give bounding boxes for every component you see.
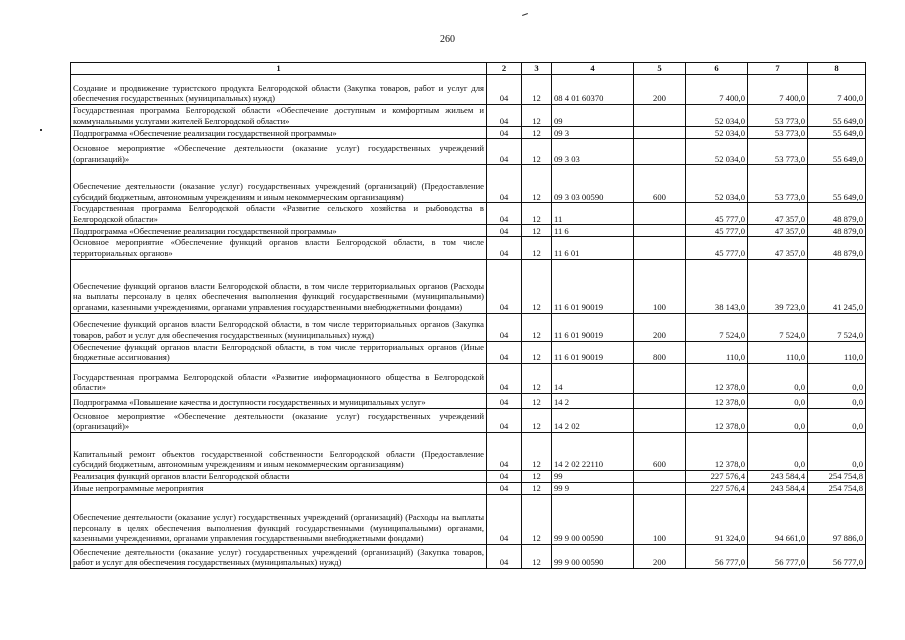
amount-year-1: 45 777,0 — [686, 225, 748, 237]
amount-year-1: 52 034,0 — [686, 127, 748, 139]
table-row — [71, 363, 866, 393]
section-code: 04 — [487, 259, 522, 313]
amount-year-1: 12 378,0 — [686, 393, 748, 408]
expense-type-code — [634, 237, 686, 259]
amount-year-3: 0,0 — [808, 363, 866, 393]
amount-year-2: 0,0 — [748, 393, 808, 408]
section-code: 04 — [487, 363, 522, 393]
amount-year-2: 0,0 — [748, 432, 808, 470]
subsection-code: 12 — [522, 105, 552, 127]
section-code: 04 — [487, 75, 522, 105]
column-header-2: 2 — [487, 63, 522, 75]
amount-year-3: 110,0 — [808, 341, 866, 363]
row-description: Обеспечение функций органов власти Белгородской области, в том числе территориальных органов (Расходы на выплаты персоналу в целях обеспечения выполнения функций государственными (муниципальными) органами, казенными учреждениями, органами управления государственными внебюджетными фондами) — [71, 259, 487, 313]
subsection-code: 12 — [522, 237, 552, 259]
row-description: Реализация функций органов власти Белгородской области — [71, 470, 487, 482]
section-code: 04 — [487, 482, 522, 494]
section-code: 04 — [487, 393, 522, 408]
table-row — [71, 75, 866, 105]
amount-year-1: 45 777,0 — [686, 237, 748, 259]
subsection-code: 12 — [522, 341, 552, 363]
amount-year-1: 227 576,4 — [686, 470, 748, 482]
row-description: Основное мероприятие «Обеспечение функций органов власти Белгородской области, в том числе территориальных органов» — [71, 237, 487, 259]
subsection-code: 12 — [522, 313, 552, 341]
row-description: Основное мероприятие «Обеспечение деятельности (оказание услуг) государственных учреждений (организаций)» — [71, 139, 487, 165]
section-code: 04 — [487, 341, 522, 363]
expense-type-code: 100 — [634, 259, 686, 313]
target-article-code: 09 — [552, 105, 634, 127]
table-row — [71, 393, 866, 408]
table-row — [71, 203, 866, 225]
table-row — [71, 237, 866, 259]
section-code: 04 — [487, 470, 522, 482]
expense-type-code: 100 — [634, 494, 686, 544]
page-number: 260 — [440, 34, 455, 45]
subsection-code: 12 — [522, 127, 552, 139]
target-article-code: 14 2 — [552, 393, 634, 408]
target-article-code: 99 — [552, 470, 634, 482]
table-row — [71, 408, 866, 432]
section-code: 04 — [487, 139, 522, 165]
row-description: Государственная программа Белгородской области «Развитие сельского хозяйства и рыбоводства в Белгородской области» — [71, 203, 487, 225]
subsection-code: 12 — [522, 470, 552, 482]
section-code: 04 — [487, 544, 522, 568]
subsection-code: 12 — [522, 203, 552, 225]
table-row — [71, 341, 866, 363]
table-row — [71, 127, 866, 139]
table-row — [71, 432, 866, 470]
target-article-code: 09 3 03 00590 — [552, 165, 634, 203]
expense-type-code — [634, 408, 686, 432]
column-header-5: 5 — [634, 63, 686, 75]
table-row — [71, 482, 866, 494]
row-description: Обеспечение деятельности (оказание услуг) государственных учреждений (организаций) (Закупка товаров, работ и услуг для обеспечения государственных (муниципальных) нужд) — [71, 544, 487, 568]
section-code: 04 — [487, 313, 522, 341]
amount-year-3: 97 886,0 — [808, 494, 866, 544]
target-article-code: 11 — [552, 203, 634, 225]
subsection-code: 12 — [522, 494, 552, 544]
column-header-1: 1 — [71, 63, 487, 75]
amount-year-3: 0,0 — [808, 408, 866, 432]
amount-year-3: 55 649,0 — [808, 165, 866, 203]
expense-type-code — [634, 470, 686, 482]
target-article-code: 11 6 01 90019 — [552, 259, 634, 313]
row-description: Обеспечение функций органов власти Белгородской области, в том числе территориальных органов (Иные бюджетные ассигнования) — [71, 341, 487, 363]
row-description: Подпрограмма «Обеспечение реализации государственной программы» — [71, 127, 487, 139]
amount-year-3: 48 879,0 — [808, 237, 866, 259]
subsection-code: 12 — [522, 165, 552, 203]
amount-year-2: 47 357,0 — [748, 225, 808, 237]
column-header-3: 3 — [522, 63, 552, 75]
amount-year-2: 53 773,0 — [748, 165, 808, 203]
row-description: Подпрограмма «Повышение качества и доступности государственных и муниципальных услуг» — [71, 393, 487, 408]
amount-year-2: 56 777,0 — [748, 544, 808, 568]
amount-year-3: 55 649,0 — [808, 127, 866, 139]
row-description: Подпрограмма «Обеспечение реализации государственной программы» — [71, 225, 487, 237]
section-code: 04 — [487, 203, 522, 225]
section-code: 04 — [487, 237, 522, 259]
amount-year-1: 52 034,0 — [686, 105, 748, 127]
amount-year-2: 7 400,0 — [748, 75, 808, 105]
amount-year-2: 39 723,0 — [748, 259, 808, 313]
subsection-code: 12 — [522, 482, 552, 494]
amount-year-1: 56 777,0 — [686, 544, 748, 568]
column-header-8: 8 — [808, 63, 866, 75]
amount-year-1: 227 576,4 — [686, 482, 748, 494]
column-header-6: 6 — [686, 63, 748, 75]
amount-year-3: 55 649,0 — [808, 105, 866, 127]
amount-year-2: 53 773,0 — [748, 105, 808, 127]
amount-year-1: 45 777,0 — [686, 203, 748, 225]
amount-year-2: 7 524,0 — [748, 313, 808, 341]
amount-year-3: 48 879,0 — [808, 225, 866, 237]
amount-year-2: 110,0 — [748, 341, 808, 363]
amount-year-1: 7 524,0 — [686, 313, 748, 341]
amount-year-3: 0,0 — [808, 432, 866, 470]
expense-type-code — [634, 127, 686, 139]
section-code: 04 — [487, 165, 522, 203]
row-description: Государственная программа Белгородской области «Обеспечение доступным и комфортным жильем и коммунальными услугами жителей Белгородской области» — [71, 105, 487, 127]
amount-year-2: 47 357,0 — [748, 237, 808, 259]
amount-year-3: 7 524,0 — [808, 313, 866, 341]
row-description: Основное мероприятие «Обеспечение деятельности (оказание услуг) государственных учреждений (организаций)» — [71, 408, 487, 432]
expense-type-code — [634, 105, 686, 127]
subsection-code: 12 — [522, 75, 552, 105]
target-article-code: 14 — [552, 363, 634, 393]
expense-type-code: 200 — [634, 544, 686, 568]
row-description: Государственная программа Белгородской области «Развитие информационного общества в Белгородской области» — [71, 363, 487, 393]
amount-year-2: 243 584,4 — [748, 482, 808, 494]
section-code: 04 — [487, 105, 522, 127]
expense-type-code — [634, 225, 686, 237]
subsection-code: 12 — [522, 363, 552, 393]
amount-year-3: 55 649,0 — [808, 139, 866, 165]
subsection-code: 12 — [522, 139, 552, 165]
table-row — [71, 105, 866, 127]
target-article-code: 14 2 02 — [552, 408, 634, 432]
expense-type-code — [634, 363, 686, 393]
amount-year-1: 12 378,0 — [686, 432, 748, 470]
amount-year-2: 94 661,0 — [748, 494, 808, 544]
amount-year-1: 38 143,0 — [686, 259, 748, 313]
section-code: 04 — [487, 432, 522, 470]
amount-year-1: 52 034,0 — [686, 165, 748, 203]
table-row — [71, 165, 866, 203]
amount-year-2: 0,0 — [748, 408, 808, 432]
subsection-code: 12 — [522, 544, 552, 568]
row-description: Создание и продвижение туристского продукта Белгородской области (Закупка товаров, работ и услуг для обеспечения государственных (муниципальных) нужд) — [71, 75, 487, 105]
amount-year-1: 12 378,0 — [686, 363, 748, 393]
amount-year-3: 41 245,0 — [808, 259, 866, 313]
section-code: 04 — [487, 408, 522, 432]
amount-year-1: 110,0 — [686, 341, 748, 363]
header-row — [71, 63, 866, 75]
target-article-code: 11 6 01 90019 — [552, 341, 634, 363]
subsection-code: 12 — [522, 393, 552, 408]
amount-year-3: 48 879,0 — [808, 203, 866, 225]
section-code: 04 — [487, 127, 522, 139]
table-row — [71, 470, 866, 482]
target-article-code: 99 9 00 00590 — [552, 494, 634, 544]
expense-type-code — [634, 203, 686, 225]
amount-year-2: 47 357,0 — [748, 203, 808, 225]
expense-type-code — [634, 139, 686, 165]
subsection-code: 12 — [522, 408, 552, 432]
expense-type-code — [634, 482, 686, 494]
subsection-code: 12 — [522, 225, 552, 237]
section-code: 04 — [487, 225, 522, 237]
expense-type-code — [634, 393, 686, 408]
budget-table — [70, 62, 866, 569]
expense-type-code: 200 — [634, 313, 686, 341]
column-header-7: 7 — [748, 63, 808, 75]
amount-year-3: 254 754,8 — [808, 470, 866, 482]
column-header-4: 4 — [552, 63, 634, 75]
amount-year-3: 0,0 — [808, 393, 866, 408]
target-article-code: 08 4 01 60370 — [552, 75, 634, 105]
row-description: Обеспечение деятельности (оказание услуг) государственных учреждений (организаций) (Предоставление субсидий бюджетным, автономным учреждениям и иным некоммерческим организациям) — [71, 165, 487, 203]
target-article-code: 14 2 02 22110 — [552, 432, 634, 470]
amount-year-3: 56 777,0 — [808, 544, 866, 568]
row-description: Обеспечение функций органов власти Белгородской области, в том числе территориальных органов (Закупка товаров, работ и услуг для обеспечения государственных (муниципальных) нужд) — [71, 313, 487, 341]
amount-year-1: 12 378,0 — [686, 408, 748, 432]
table-row — [71, 313, 866, 341]
expense-type-code: 200 — [634, 75, 686, 105]
table-body — [71, 75, 866, 569]
section-code: 04 — [487, 494, 522, 544]
scan-speck — [40, 129, 42, 131]
target-article-code: 09 3 03 — [552, 139, 634, 165]
expense-type-code: 600 — [634, 165, 686, 203]
table-row — [71, 544, 866, 568]
amount-year-1: 7 400,0 — [686, 75, 748, 105]
table-row — [71, 139, 866, 165]
row-description: Иные непрограммные мероприятия — [71, 482, 487, 494]
amount-year-1: 91 324,0 — [686, 494, 748, 544]
amount-year-3: 254 754,8 — [808, 482, 866, 494]
target-article-code: 09 3 — [552, 127, 634, 139]
amount-year-2: 53 773,0 — [748, 139, 808, 165]
expense-type-code: 800 — [634, 341, 686, 363]
subsection-code: 12 — [522, 259, 552, 313]
target-article-code: 99 9 00 00590 — [552, 544, 634, 568]
table-row — [71, 259, 866, 313]
amount-year-1: 52 034,0 — [686, 139, 748, 165]
amount-year-2: 53 773,0 — [748, 127, 808, 139]
row-description: Капитальный ремонт объектов государственной собственности Белгородской области (Предоставление субсидий бюджетным, автономным учреждениям и иным некоммерческим организациям) — [71, 432, 487, 470]
table-row — [71, 225, 866, 237]
target-article-code: 99 9 — [552, 482, 634, 494]
row-description: Обеспечение деятельности (оказание услуг) государственных учреждений (организаций) (Расходы на выплаты персоналу в целях обеспечения выполнения функций государственными (муниципальными) органами, казенными учреждениями, органами управления государственными внебюджетными фондами) — [71, 494, 487, 544]
target-article-code: 11 6 01 — [552, 237, 634, 259]
amount-year-3: 7 400,0 — [808, 75, 866, 105]
target-article-code: 11 6 01 90019 — [552, 313, 634, 341]
amount-year-2: 243 584,4 — [748, 470, 808, 482]
table-row — [71, 494, 866, 544]
scan-speck — [522, 13, 528, 16]
target-article-code: 11 6 — [552, 225, 634, 237]
amount-year-2: 0,0 — [748, 363, 808, 393]
expense-type-code: 600 — [634, 432, 686, 470]
subsection-code: 12 — [522, 432, 552, 470]
